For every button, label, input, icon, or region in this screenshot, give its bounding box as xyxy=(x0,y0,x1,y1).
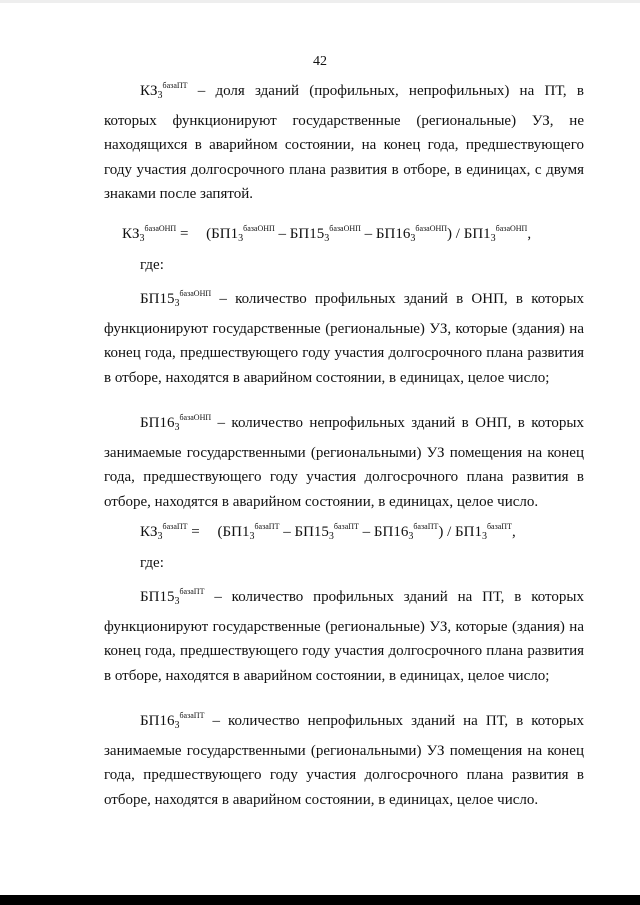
formula-term: ) / БП1 xyxy=(447,226,491,242)
symbol-superscript: базаПТ xyxy=(162,81,188,90)
formula-term-sup: базаПТ xyxy=(333,522,359,531)
formula-term-sup: базаОНП xyxy=(329,224,361,233)
symbol: БП16 xyxy=(140,713,175,729)
formula-term: (БП1 xyxy=(217,524,250,540)
symbol: КЗ xyxy=(140,83,158,99)
formula-lhs: КЗ xyxy=(140,524,158,540)
formula-term-sub: 3 xyxy=(408,531,414,542)
formula-term-sup: базаПТ xyxy=(254,522,280,531)
symbol-superscript: базаПТ xyxy=(179,587,205,596)
definition-kz-pt xyxy=(104,74,584,207)
page-number: 42 xyxy=(313,54,327,69)
formula-term-sub: 3 xyxy=(481,531,487,542)
formula-term-sub: 3 xyxy=(238,233,244,244)
formula-term-sub: 3 xyxy=(490,233,496,244)
where-label: где: xyxy=(140,555,164,571)
symbol-subscript: 3 xyxy=(157,90,163,101)
formula-term-sup: базаОНП xyxy=(495,224,528,233)
symbol-superscript: базаПТ xyxy=(179,711,205,720)
symbol-subscript: 3 xyxy=(174,298,180,309)
formula-lhs-sub: 3 xyxy=(139,233,145,244)
where-label: где: xyxy=(140,257,164,273)
formula-term-sub: 3 xyxy=(249,531,255,542)
scan-top-edge xyxy=(0,0,640,3)
symbol: БП15 xyxy=(140,291,175,307)
formula-end: , xyxy=(511,524,516,540)
definition-bp16-onp xyxy=(104,406,584,514)
definition-text: – количество профильных зданий на ПТ, в которых функционируют государственные (региональные) УЗ, которые (здания) на конец года, предшествующего году участия долгосрочного плана развития в отборе, находятся в аварийном состоянии, в единицах, целое число; xyxy=(104,589,584,684)
formula-end: , xyxy=(527,226,532,242)
formula-term-sup: базаПТ xyxy=(486,522,512,531)
formula-term-sub: 3 xyxy=(324,233,330,244)
formula-term-sub: 3 xyxy=(410,233,416,244)
definition-text: – количество непрофильных зданий в ОНП, в которых занимаемые государственными (региональными) УЗ помещения на конец года, предшествующего году участия долгосрочного плана развития в отборе, находятся в аварийном состоянии, в единицах, целое число. xyxy=(104,415,584,510)
formula-term-sub: 3 xyxy=(328,531,334,542)
formula-term: – БП16 xyxy=(360,226,411,242)
formula-term: – БП15 xyxy=(279,524,329,540)
definition-bp16-pt xyxy=(104,704,584,812)
formula-kz-onp xyxy=(122,224,531,244)
formula-lhs-sub: 3 xyxy=(157,531,163,542)
formula-term-sup: базаПТ xyxy=(413,522,439,531)
formula-term-sup: базаОНП xyxy=(243,224,275,233)
formula-term: – БП15 xyxy=(274,226,325,242)
formula-lhs-sup: базаОНП xyxy=(144,224,177,233)
definition-bp15-onp xyxy=(104,282,584,390)
scan-bottom-edge xyxy=(0,895,640,905)
symbol-subscript: 3 xyxy=(174,422,180,433)
definition-text: – количество профильных зданий в ОНП, в которых функционируют государственные (региональные) УЗ, которые (здания) на конец года, предшествующего году участия долгосрочного плана развития в отборе, находятся в аварийном состоянии, в единицах, целое число; xyxy=(104,291,584,386)
formula-term-sup: базаОНП xyxy=(415,224,448,233)
definition-text: – количество непрофильных зданий на ПТ, в которых занимаемые государственными (региональными) УЗ помещения на конец года, предшествующего году участия долгосрочного плана развития в отборе, находятся в аварийном состоянии, в единицах, целое число. xyxy=(104,713,584,808)
symbol-subscript: 3 xyxy=(174,596,180,607)
symbol-superscript: базаОНП xyxy=(179,289,212,298)
symbol: БП15 xyxy=(140,589,175,605)
formula-term: – БП16 xyxy=(358,524,409,540)
symbol-subscript: 3 xyxy=(174,720,180,731)
formula-lhs-sup: базаПТ xyxy=(162,522,188,531)
formula-equals: = xyxy=(176,226,193,242)
formula-kz-pt xyxy=(140,522,516,542)
formula-equals: = xyxy=(187,524,204,540)
symbol-superscript: базаОНП xyxy=(179,413,212,422)
formula-term: ) / БП1 xyxy=(438,524,482,540)
definition-text: – доля зданий (профильных, непрофильных) на ПТ, в которых функционируют государственные (региональные) УЗ, не находящихся в аварийном состоянии, на конец года, предшествующего году участия долгосрочного плана развития в отборе, в единицах, с двумя знаками после запятой. xyxy=(104,83,584,202)
formula-term: (БП1 xyxy=(206,226,239,242)
formula-lhs: КЗ xyxy=(122,226,140,242)
symbol: БП16 xyxy=(140,415,175,431)
definition-bp15-pt xyxy=(104,580,584,688)
